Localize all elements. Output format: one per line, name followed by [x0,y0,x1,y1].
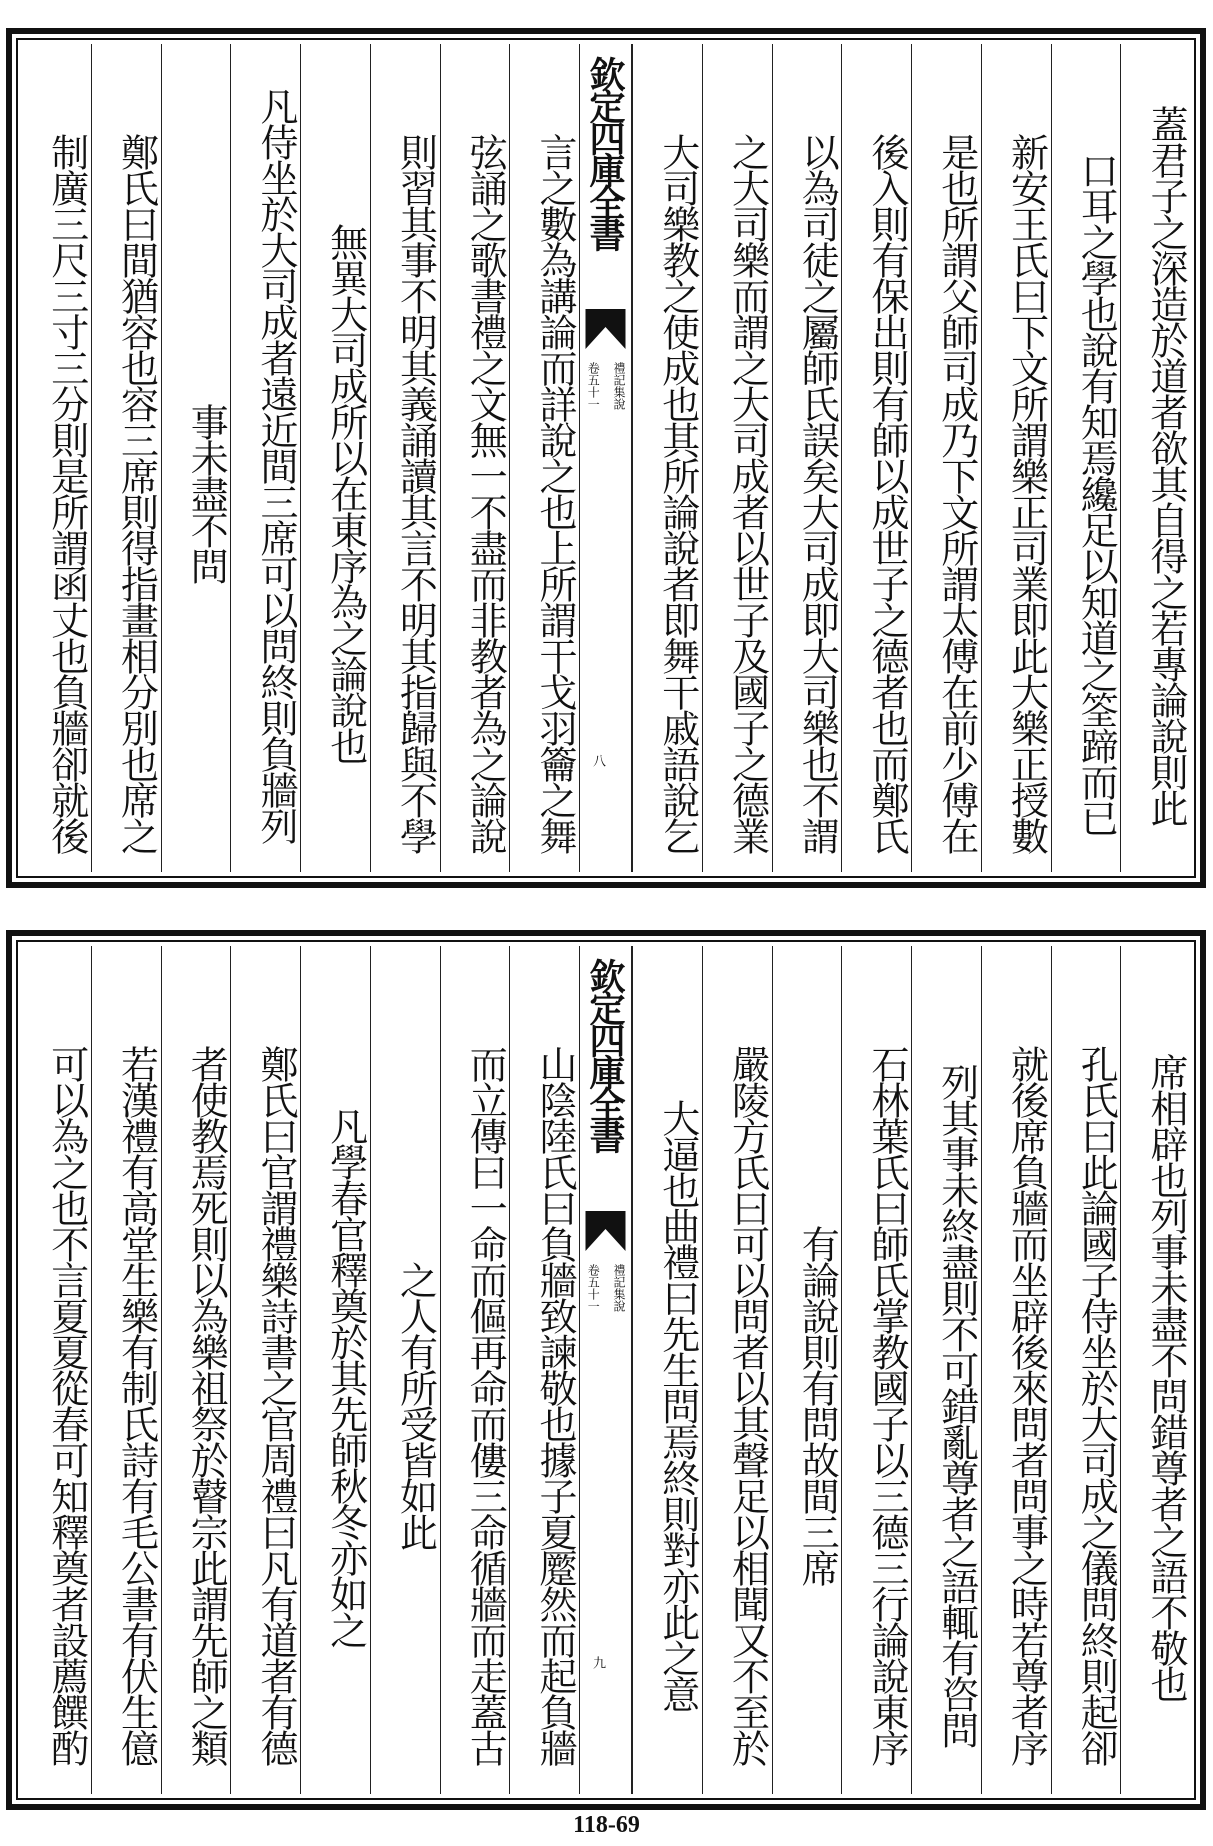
upper-page-columns [22,44,1190,872]
text-column: 鄭氏曰官謂禮樂詩書之官周禮曰凡有道者有德 [230,946,300,1794]
text-column: 無異大司成所以在東序為之論說也 [300,44,370,872]
page-number: 八 [590,754,605,767]
page-number: 九 [590,1656,605,1669]
chapter-number: 卷五十一 [586,1264,601,1312]
center-margin [579,946,632,1794]
text-column: 石林葉氏曰師氏掌教國子以三德三行論說東序 [841,946,911,1794]
text-column: 列其事未終盡則不可錯亂尊者之語輒有咨問 [911,946,981,1794]
text-column: 可以為之也不言夏夏從春可知釋奠者設薦饌酌 [44,1045,89,1765]
text-column: 席相辟也列事未盡不問錯尊者之語不敬也 [1120,946,1190,1794]
text-column: 蓋君子之深造於道者欲其自得之若專論說則此 [1120,44,1190,872]
text-column: 則習其事不明其義誦讀其言不明其指歸與不學 [370,44,440,872]
text-column: 大逼也曲禮曰先生問焉終則對亦此之意 [632,946,702,1794]
book-title: 欽定四庫全書 [584,958,626,1150]
lower-page [6,930,1206,1810]
center-margin [579,44,632,872]
text-column: 者使教焉死則以為樂祖祭於瞽宗此謂先師之類 [161,946,231,1794]
folio-number: 118-69 [573,1812,640,1838]
text-column: 後入則有保出則有師以成世子之德者也而鄭氏 [841,44,911,872]
text-column: 若漢禮有高堂生樂有制氏詩有毛公書有伏生億 [91,946,161,1794]
chapter-title: 禮記集說 [612,1264,626,1312]
text-column: 是也所謂父師司成乃下文所謂太傅在前少傅在 [911,44,981,872]
text-column: 而立傳曰一命而傴再命而僂三命循牆而走蓋古 [440,946,510,1794]
text-column: 新安王氏曰下文所謂樂正司業即此大樂正授數 [981,44,1051,872]
chapter-number: 卷五十一 [586,362,601,410]
text-column: 凡侍坐於大司成者遠近間三席可以問終則負牆列 [230,44,300,872]
text-column: 孔氏曰此論國子侍坐於大司成之儀問終則起卻 [1051,946,1121,1794]
fish-tail-icon [582,309,629,349]
fish-tail-icon [582,1211,629,1251]
upper-page [6,28,1206,888]
text-column: 大司樂教之使成也其所論說者即舞干戚語說乞 [632,44,702,872]
chapter-title: 禮記集說 [612,362,626,410]
book-title: 欽定四庫全書 [584,56,626,248]
text-column: 就後席負牆而坐辟後來問者問事之時若尊者序 [981,946,1051,1794]
text-column: 制廣三尺三寸三分則是所謂函丈也負牆卻就後 [44,133,89,853]
text-column: 凡學春官釋奠於其先師秋冬亦如之 [300,946,370,1794]
text-column: 有論說則有問故間三席 [772,946,842,1794]
text-column: 嚴陵方氏曰可以問者以其聲足以相聞又不至於 [702,946,772,1794]
text-column: 之人有所受皆如此 [370,946,440,1794]
text-column: 以為司徒之屬師氏誤矣大司成即大司樂也不謂 [772,44,842,872]
text-column: 山陰陸氏曰負牆致諫敬也據子夏蹷然而起負牆 [509,946,579,1794]
text-column: 鄭氏曰間猶容也容三席則得指畫相分別也席之 [91,44,161,872]
text-column: 弦誦之歌書禮之文無一不盡而非教者為之論說 [440,44,510,872]
text-column: 事未盡不問 [161,44,231,872]
text-column: 言之數為講論而詳說之也上所謂干戈羽籥之舞 [509,44,579,872]
lower-page-columns [22,946,1190,1794]
text-column: 口耳之學也說有知焉纔足以知道之筌蹄而已 [1051,44,1121,872]
text-column: 之大司樂而謂之大司成者以世子及國子之德業 [702,44,772,872]
